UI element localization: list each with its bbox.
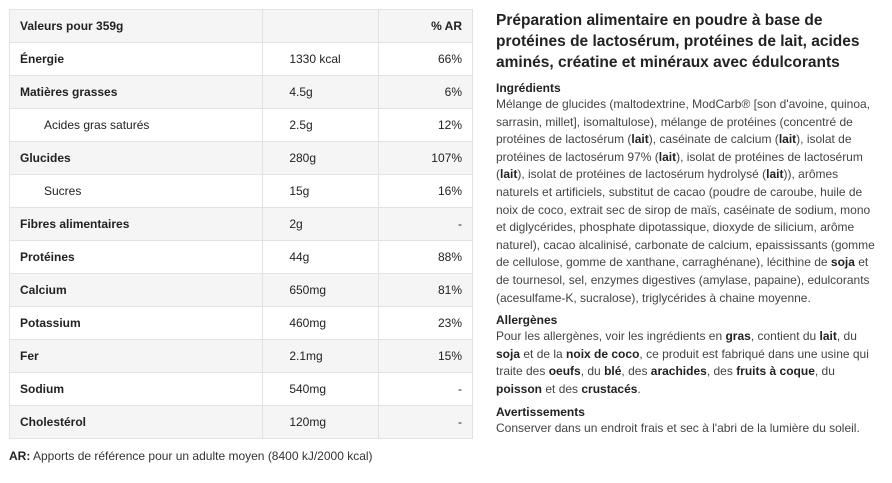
table-row (10, 373, 473, 406)
allergen-highlight: poisson (496, 381, 543, 396)
table-row (10, 274, 473, 307)
row-value: 120mg (263, 406, 379, 439)
allergen-highlight: blé (604, 364, 622, 379)
allergens-segment: , des (621, 364, 651, 379)
allergen-highlight: lait (658, 149, 677, 164)
row-ar: - (379, 406, 473, 439)
row-ar: 107% (379, 142, 473, 175)
table-row (10, 340, 473, 373)
ingredients-segment: et de tournesol, sel, enzymes digestives (amylase, papaine), edulcorants (acesulfame-K, sucralose), triglycérides à chaine moyenne. (496, 255, 870, 305)
row-ar: 81% (379, 274, 473, 307)
footnote-text: Apports de référence pour un adulte moyen (8400 kJ/2000 kcal) (30, 449, 373, 463)
allergen-highlight: crustacés (581, 381, 638, 396)
row-ar: - (379, 208, 473, 241)
nutrition-table (9, 9, 473, 439)
ingredients-segment: ), isolat de protéines de lactosérum ( (496, 149, 863, 182)
row-ar: 16% (379, 175, 473, 208)
row-label: Glucides (10, 142, 263, 175)
allergen-highlight: lait (500, 167, 518, 182)
product-info-panel (496, 10, 880, 443)
ingredients-text (496, 96, 880, 307)
allergens-segment: , du (836, 329, 857, 344)
table-row (10, 142, 473, 175)
table-row (10, 241, 473, 274)
header-label: Valeurs pour 359g (10, 10, 263, 43)
row-label: Sucres (10, 175, 263, 208)
row-value: 2g (263, 208, 379, 241)
row-ar: 23% (379, 307, 473, 340)
row-ar: 15% (379, 340, 473, 373)
ingredients-segment: Mélange de glucides (maltodextrine, ModCarb® [son d'avoine, quinoa, sarrasin, millet], isomaltulose), mélange de protéines (concentré de protéines de lactosérum ( (496, 97, 871, 147)
row-value: 2.5g (263, 109, 379, 142)
ingredients-segment: ), isolat de protéines de lactosérum 97% ( (496, 132, 852, 164)
row-ar: 88% (379, 241, 473, 274)
table-row (10, 109, 473, 142)
allergens-heading: Allergènes (496, 313, 558, 328)
ingredients-segment: )), arômes naturels et artificiels, substitut de cacao (poudre de caroube, huile de noix de coco, extrait sec de sirop de maïs, caséinate de sodium, mono et diglycérides, phosphate dipotassique, dioxyde de silicium, arôme naturel), cacao alcalinisé, carbonate de calcium, epaississants (gomme de cellulose, gomme de xanthane, carraghénane), lécithine de (496, 167, 875, 270)
allergens-segment: , du (580, 364, 605, 379)
row-value: 15g (263, 175, 379, 208)
row-value: 650mg (263, 274, 379, 307)
allergen-highlight: oeufs (548, 364, 581, 379)
header-value (263, 10, 379, 43)
allergens-segment: . (637, 381, 641, 396)
row-label: Fibres alimentaires (10, 208, 263, 241)
allergens-text (496, 328, 880, 398)
allergen-highlight: arachides (650, 364, 707, 379)
row-label: Fer (10, 340, 263, 373)
row-ar: 66% (379, 43, 473, 76)
row-label: Acides gras saturés (10, 109, 263, 142)
table-row (10, 307, 473, 340)
table-row (10, 175, 473, 208)
table-row (10, 76, 473, 109)
row-value: 540mg (263, 373, 379, 406)
nutrition-panel (9, 9, 473, 463)
row-value: 460mg (263, 307, 379, 340)
row-ar: 6% (379, 76, 473, 109)
table-row (10, 406, 473, 439)
allergen-highlight: gras (725, 329, 751, 344)
allergens-segment: Pour les allergènes, voir les ingrédients en (496, 329, 726, 344)
warnings-text: Conserver dans un endroit frais et sec à l'abri de la lumière du soleil. (496, 420, 860, 435)
footnote-key: AR: (9, 449, 31, 463)
allergens-segment: , des (706, 364, 737, 379)
row-value: 2.1mg (263, 340, 379, 373)
row-value: 1330 kcal (263, 43, 379, 76)
allergen-highlight: lait (778, 132, 797, 147)
row-value: 44g (263, 241, 379, 274)
ar-footnote (9, 449, 473, 463)
allergen-highlight: soja (496, 346, 521, 361)
allergen-highlight: lait (631, 132, 649, 147)
row-value: 280g (263, 142, 379, 175)
allergen-highlight: lait (766, 167, 784, 182)
header-ar: % AR (379, 10, 473, 43)
ingredients-segment: ), isolat de protéines de lactosérum hydrolysé ( (517, 167, 767, 182)
allergens-segment: et des (542, 381, 582, 396)
row-label: Potassium (10, 307, 263, 340)
table-row (10, 43, 473, 76)
allergens-segment: et de la (520, 346, 567, 361)
row-ar: - (379, 373, 473, 406)
ingredients-segment: ), caséinate de calcium ( (648, 132, 779, 147)
row-label: Cholestérol (10, 406, 263, 439)
row-label: Matières grasses (10, 76, 263, 109)
product-title: Préparation alimentaire en poudre à base de protéines de lactosérum, protéines de lait, acides aminés, créatine et minéraux avec édulcorants (496, 12, 860, 71)
table-row (10, 208, 473, 241)
allergens-segment: , ce produit est fabriqué dans une usine qui traite des (496, 346, 869, 379)
row-label: Sodium (10, 373, 263, 406)
allergen-highlight: fruits à coque (736, 364, 815, 379)
allergen-highlight: soja (830, 255, 855, 270)
allergen-highlight: noix de coco (566, 346, 640, 361)
row-label: Protéines (10, 241, 263, 274)
ingredients-heading: Ingrédients (496, 81, 561, 95)
row-label: Énergie (10, 43, 263, 76)
row-label: Calcium (10, 274, 263, 307)
table-header-row (10, 10, 473, 43)
allergen-highlight: lait (819, 329, 837, 344)
warnings-heading: Avertissements (496, 404, 585, 419)
allergens-segment: , contient du (750, 329, 820, 344)
row-ar: 12% (379, 109, 473, 142)
row-value: 4.5g (263, 76, 379, 109)
allergens-segment: , du (814, 364, 835, 379)
